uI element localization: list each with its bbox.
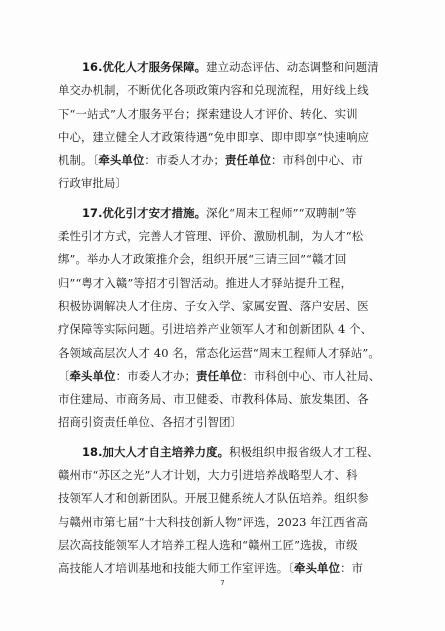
paragraph-line: [58, 464, 389, 487]
paragraph-line: [58, 557, 389, 580]
paragraph-line: [58, 103, 389, 126]
text-run: 赣州市“苏区之光”人才计划，大力引进培养战略型人才、科: [58, 468, 358, 483]
paragraph-line: [58, 318, 389, 341]
text-run: 柔性引才方式，完善人才管理、评价、激励机制，为人才“松: [58, 229, 364, 244]
paragraph-line: [58, 149, 389, 172]
text-run: 绑”。举办人才政策推介会，组织开展“三请三回”“赣才回: [58, 252, 347, 267]
text-run: 建立动态评估、动态调整和问题清: [206, 60, 379, 74]
text-run: 市住建局、市商务局、市卫健委、市教科体局、旅发集团、各: [58, 392, 369, 407]
paragraph-line: [58, 511, 389, 534]
section-heading: 17.优化引才安才措施。: [82, 205, 207, 220]
text-run: 疗保障等实际问题。引进培养产业领军人才和创新团队 4 个、: [58, 322, 373, 337]
text-run: 招商引资责任单位、各招才引智团〕: [58, 415, 243, 430]
text-run: 〔: [58, 368, 70, 383]
responsible-unit-label: 责任单位: [224, 153, 272, 168]
text-run: 与赣州市第七届“十大科技创新人物”评选，2023 年江西省高: [58, 514, 368, 529]
section-17: [58, 202, 389, 435]
paragraph-line: [58, 79, 389, 102]
text-run: 积极协调解决人才住房、子女入学、家属安置、落户安居、医: [58, 298, 369, 313]
paragraph-line: [58, 342, 389, 365]
paragraph-line: [58, 172, 389, 195]
paragraph-line: [58, 365, 389, 388]
lead-unit-label: 牵头单位: [69, 368, 116, 383]
text-run: ：市科创中心、市: [271, 153, 364, 168]
paragraph-line: [58, 126, 389, 149]
document-body: [58, 56, 389, 587]
paragraph-line: [58, 388, 389, 411]
text-run: 中心，建立健全人才政策待遇“免申即享、即申即享”快速响应: [58, 129, 370, 144]
text-run: ：市: [340, 561, 364, 576]
text-run: 层次高技能领军人才培养工程人选和“赣州工匠”选拔，市级: [58, 537, 358, 552]
paragraph-line: [58, 295, 389, 318]
section-heading: 16.优化人才服务保障。: [82, 60, 207, 74]
paragraph-line: [58, 56, 389, 79]
text-run: 技领军人才和创新团队。开展卫健系统人才队伍培养。组织参: [58, 491, 369, 506]
paragraph-line: [58, 225, 389, 248]
lead-unit-label: 牵头单位: [294, 561, 341, 576]
text-run: 高技能人才培训基地和技能大师工作室评选。〔: [58, 561, 295, 576]
text-run: 下“一站式”人才服务平台；探索建设人才评价、转化、实训: [58, 106, 358, 121]
paragraph-line: [58, 272, 389, 295]
responsible-unit-label: 责任单位: [196, 368, 243, 383]
paragraph-line: [58, 441, 389, 464]
section-18: [58, 441, 389, 581]
text-run: ：市委人才办；: [144, 153, 225, 168]
text-run: ：市科创中心、市人社局、: [242, 368, 381, 383]
paragraph-line: [58, 202, 389, 225]
page-number: 7: [220, 579, 225, 587]
text-run: 积极组织申报省级人才工程、: [229, 444, 379, 459]
lead-unit-label: 牵头单位: [98, 153, 145, 168]
paragraph-line: [58, 411, 389, 434]
paragraph-line: [58, 487, 389, 510]
section-heading: 18.加大人才自主培养力度。: [82, 444, 230, 459]
text-run: 行政审批局〕: [58, 176, 128, 191]
paragraph-line: [58, 248, 389, 271]
text-run: 各领域高层次人才 40 名，常态化运营“周末工程师人才驿站”。: [58, 345, 380, 360]
text-run: 归”“粤才入赣”等招才引智活动。推进人才驿站提升工程，: [58, 275, 353, 290]
text-run: ：市委人才办；: [115, 368, 197, 383]
text-run: 深化“周末工程师”“双聘制”等: [206, 205, 357, 220]
section-16: [58, 56, 389, 196]
text-run: 单交办机制，不断优化各项政策内容和兑现流程，用好线上线: [58, 83, 369, 98]
text-run: 机制。〔: [58, 153, 99, 168]
paragraph-line: [58, 534, 389, 557]
